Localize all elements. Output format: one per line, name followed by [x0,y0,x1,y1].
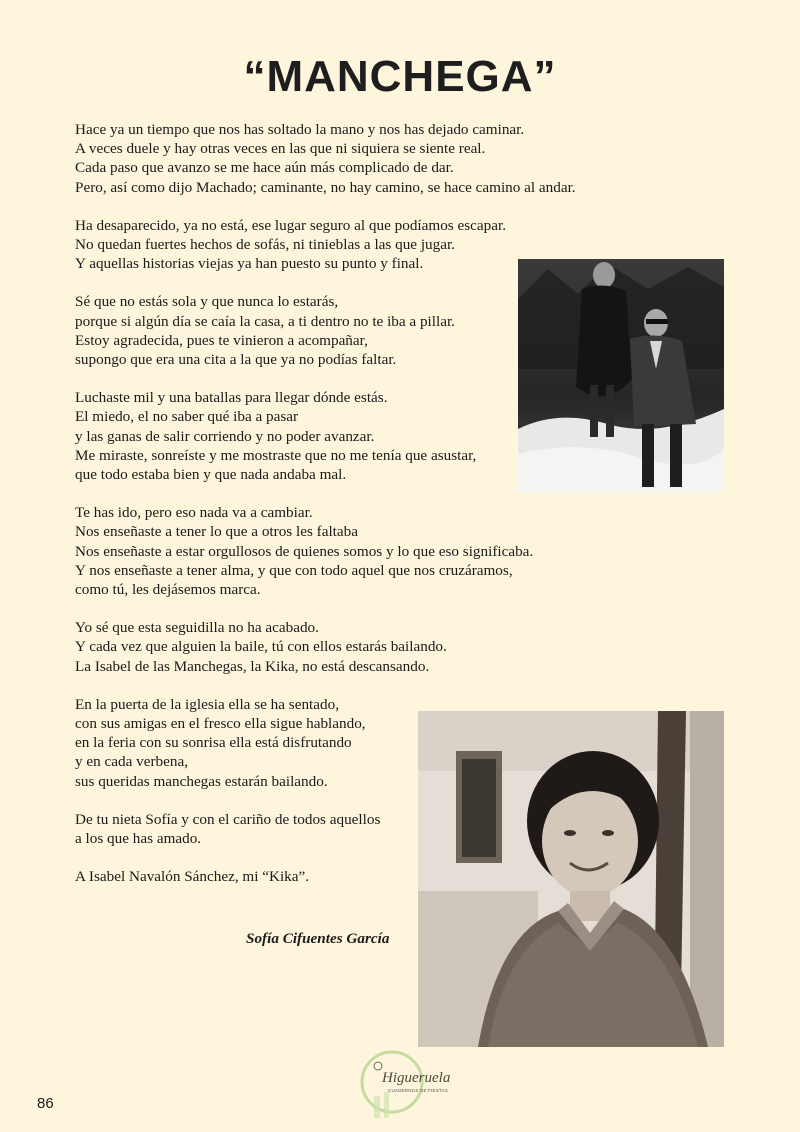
poem-line: No quedan fuertes hechos de sofás, ni tinieblas a las que jugar. [75,236,455,254]
poem-line: Y nos enseñaste a tener alma, y que con todo aquel que nos cruzáramos, [75,561,513,579]
poem-stanza [75,120,615,197]
poem-line: Nos enseñaste a tener lo que a otros les faltaba [75,523,358,541]
poem-stanza [75,618,615,676]
poem-line: con sus amigas en el fresco ella sigue hablando, [75,715,366,733]
poem-line: porque si algún día se caía la casa, a ti dentro no te iba a pillar. [75,312,455,330]
poem-line: supongo que era una cita a la que ya no podías faltar. [75,351,397,369]
portrait-photo [418,711,724,1047]
poem-line: A veces duele y hay otras veces en las que ni siquiera se siente real. [75,140,486,158]
poem-line: Hace ya un tiempo que nos has soltado la mano y nos has dejado caminar. [75,121,525,138]
poem-line: En la puerta de la iglesia ella se ha sentado, [75,695,339,713]
poem-line: Estoy agradecida, pues te vinieron a acompañar, [75,331,368,349]
poem-line: Te has ido, pero eso nada va a cambiar. [75,504,313,522]
poem-line: Yo sé que esta seguidilla no ha acabado. [75,619,319,637]
poem-line: Pero, así como dijo Machado; caminante, no hay camino, se hace camino al andar. [75,178,576,196]
poem-line: Nos enseñaste a estar orgullosos de quienes somos y lo que eso significaba. [75,542,534,560]
poem-line: a los que has amado. [75,830,202,848]
poem-line: La Isabel de las Manchegas, la Kika, no está descansando. [75,657,430,675]
poem-line: A Isabel Navalón Sánchez, mi “Kika”. [75,868,310,886]
couple-photo [518,259,724,492]
poem-line: y en cada verbena, [75,753,188,771]
poem-line: que todo estaba bien y que nada andaba mal. [75,466,347,484]
poem-line: y las ganas de salir corriendo y no poder avanzar. [75,427,375,445]
poem-line: Y cada vez que alguien la baile, tú con ellos estarás bailando. [75,638,447,656]
logo-name: Higueruela [382,1070,451,1086]
poem-line: De tu nieta Sofía y con el cariño de todos aquellos [75,810,381,828]
author-signature: Sofía Cifuentes García [246,930,390,947]
poem-stanza [75,503,615,599]
poem-line: Ha desaparecido, ya no está, ese lugar seguro al que podíamos escapar. [75,216,506,234]
logo-subtitle: CUADERNOS DE FIESTAS [388,1088,448,1093]
poem-line: Y aquellas historias viejas ya han puesto su punto y final. [75,255,424,273]
poem-line: en la feria con su sonrisa ella está disfrutando [75,734,352,752]
magazine-logo [360,1048,460,1120]
poem-line: Cada paso que avanzo se me hace aún más complicado de dar. [75,159,454,177]
page-number: 86 [37,1095,54,1112]
poem-line: Me miraste, sonreíste y me mostraste que no me tenía que asustar, [75,446,477,464]
poem-line: El miedo, el no saber qué iba a pasar [75,408,299,426]
poem-line: Sé que no estás sola y que nunca lo estarás, [75,293,339,311]
poem-line: Luchaste mil y una batallas para llegar dónde estás. [75,389,388,407]
poem-line: como tú, les dejásemos marca. [75,581,261,599]
poem-line: sus queridas manchegas estarán bailando. [75,772,328,790]
page-title: “MANCHEGA” [243,52,557,101]
